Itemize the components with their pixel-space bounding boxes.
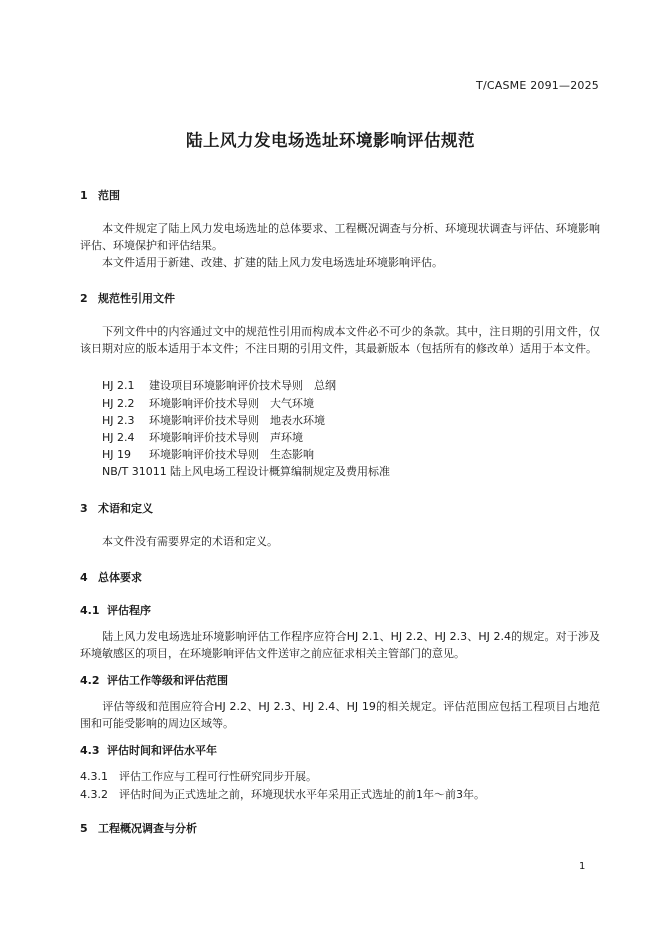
- subsection-number: 4.1: [80, 604, 100, 617]
- section-2-paragraph-1: 下列文件中的内容通过文中的规范性引用而构成本文件必不可少的条款。其中，注日期的引用文件，仅该日期对应的版本适用于本文件；不注日期的引用文件，其最新版本（包括所有的修改单）适用于本文件。: [80, 325, 600, 355]
- reference-title: 环境影响评价技术导则 大气环境: [149, 397, 314, 410]
- reference-code: HJ 2.3: [102, 414, 135, 427]
- section-title: 术语和定义: [98, 502, 153, 515]
- reference-item: [102, 446, 314, 462]
- section-1-paragraph-1: 本文件规定了陆上风力发电场选址的总体要求、工程概况调查与分析、环境现状调查与评估、环境影响评估、环境保护和评估结果。: [80, 222, 600, 252]
- section-1-heading: [80, 187, 120, 203]
- section-number: 5: [80, 822, 88, 835]
- clause-4-3-2: [80, 786, 485, 802]
- subsection-4-2-paragraph: 评估等级和范围应符合HJ 2.2、HJ 2.3、HJ 2.4、HJ 19的相关规定。评估范围应包括工程项目占地范围和可能受影响的周边区域等。: [80, 700, 600, 730]
- reference-code: HJ 19: [102, 448, 132, 461]
- subsection-4-2-heading: [80, 672, 228, 688]
- subsection-title: 评估工作等级和评估范围: [107, 674, 228, 687]
- reference-code: HJ 2.4: [102, 431, 135, 444]
- reference-item: [102, 395, 314, 411]
- clause-number: 4.3.2: [80, 788, 108, 801]
- reference-item: [102, 429, 303, 445]
- reference-code: HJ 2.2: [102, 397, 135, 410]
- reference-code: HJ 2.1: [102, 379, 135, 392]
- section-number: 4: [80, 571, 88, 584]
- section-3-heading: [80, 500, 153, 516]
- section-number: 1: [80, 189, 88, 202]
- page-title: 陆上风力发电场选址环境影响评估规范: [186, 131, 475, 150]
- section-title: 工程概况调查与分析: [98, 822, 197, 835]
- section-5-heading: [80, 820, 197, 836]
- section-1-paragraph-2: 本文件适用于新建、改建、扩建的陆上风力发电场选址环境影响评估。: [102, 256, 443, 269]
- subsection-4-1-paragraph: 陆上风力发电场选址环境影响评估工作程序应符合HJ 2.1、HJ 2.2、HJ 2.3、HJ 2.4的规定。对于涉及环境敏感区的项目，在环境影响评估文件送审之前应征求相关主管部门的意见。: [80, 630, 600, 660]
- reference-title: 环境影响评价技术导则 地表水环境: [149, 414, 325, 427]
- reference-item: [102, 377, 336, 393]
- subsection-title: 评估程序: [107, 604, 151, 617]
- section-number: 3: [80, 502, 88, 515]
- reference-title: 陆上风电场工程设计概算编制规定及费用标准: [170, 465, 390, 478]
- clause-text: 评估工作应与工程可行性研究同步开展。: [119, 770, 317, 783]
- section-title: 范围: [98, 189, 120, 202]
- document-number: T/CASME 2091—2025: [476, 79, 599, 92]
- reference-title: 环境影响评价技术导则 声环境: [149, 431, 303, 444]
- subsection-title: 评估时间和评估水平年: [107, 744, 217, 757]
- reference-title: 建设项目环境影响评价技术导则 总纲: [149, 379, 336, 392]
- page-number: 1: [579, 861, 586, 872]
- section-title: 规范性引用文件: [98, 292, 175, 305]
- section-2-heading: [80, 290, 175, 306]
- reference-title: 环境影响评价技术导则 生态影响: [149, 448, 314, 461]
- reference-item: [102, 463, 390, 479]
- subsection-4-1-heading: [80, 602, 151, 618]
- section-3-paragraph-1: 本文件没有需要界定的术语和定义。: [102, 535, 278, 548]
- clause-number: 4.3.1: [80, 770, 108, 783]
- subsection-number: 4.2: [80, 674, 100, 687]
- section-number: 2: [80, 292, 88, 305]
- section-title: 总体要求: [98, 571, 142, 584]
- clause-4-3-1: [80, 768, 317, 784]
- reference-item: [102, 412, 325, 428]
- section-4-heading: [80, 569, 142, 585]
- subsection-number: 4.3: [80, 744, 100, 757]
- reference-code: NB/T 31011: [102, 465, 167, 478]
- clause-text: 评估时间为正式选址之前，环境现状水平年采用正式选址的前1年～前3年。: [119, 788, 485, 801]
- subsection-4-3-heading: [80, 742, 217, 758]
